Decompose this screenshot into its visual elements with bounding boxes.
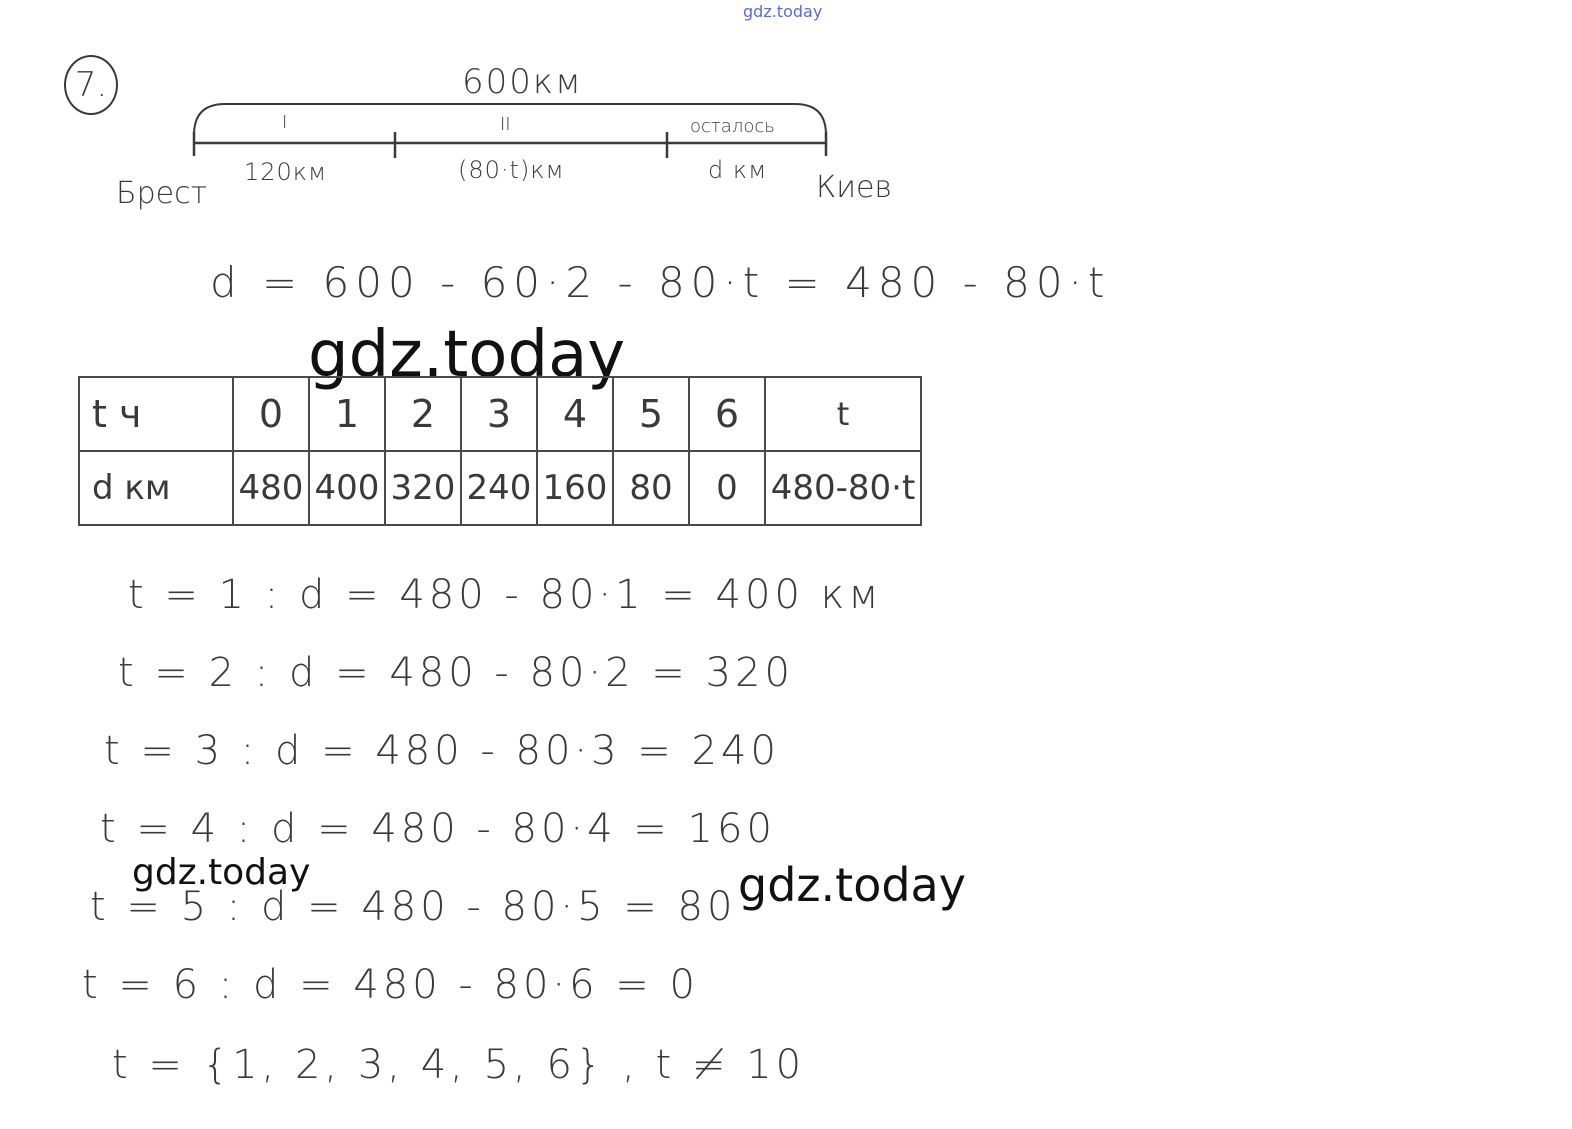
answer-line: t = {1, 2, 3, 4, 5, 6} , t ≠ 10 xyxy=(112,1042,806,1088)
calculation-line: t = 3 : d = 480 - 80·3 = 240 xyxy=(104,728,780,774)
table-row-distance xyxy=(79,451,921,525)
calculation-line: t = 2 : d = 480 - 80·2 = 320 xyxy=(118,650,794,696)
segment-1-length: 120км xyxy=(244,158,328,186)
table-cell: 6 xyxy=(689,377,765,451)
segment-2-length: (80·t)км xyxy=(458,156,565,184)
table-cell: 400 xyxy=(309,451,385,525)
table-cell: 0 xyxy=(233,377,309,451)
problem-number: 7. xyxy=(64,55,118,115)
table-cell: 80 xyxy=(613,451,689,525)
table-cell: 320 xyxy=(385,451,461,525)
table-cell: 480-80·t xyxy=(765,451,921,525)
table-cell: 1 xyxy=(309,377,385,451)
calculation-line: t = 1 : d = 480 - 80·1 = 400 км xyxy=(128,572,883,618)
watermark-top: gdz.today xyxy=(743,2,823,21)
calculation-line: t = 5 : d = 480 - 80·5 = 80 xyxy=(90,884,737,930)
segment-diagram xyxy=(0,0,1572,260)
table-cell: 2 xyxy=(385,377,461,451)
table-cell: 5 xyxy=(613,377,689,451)
distance-formula: d = 600 - 60·2 - 80·t = 480 - 80·t xyxy=(210,258,1111,307)
table-cell: t xyxy=(765,377,921,451)
total-distance-label: 600км xyxy=(462,62,583,102)
start-city: Брест xyxy=(116,176,208,211)
end-city: Киев xyxy=(816,170,893,205)
table-cell: 0 xyxy=(689,451,765,525)
watermark-medium: gdz.today xyxy=(738,858,966,912)
table-header-time: t ч xyxy=(79,377,233,451)
calculation-line: t = 6 : d = 480 - 80·6 = 0 xyxy=(82,962,699,1008)
table-header-distance: d км xyxy=(79,451,233,525)
watermark-large: gdz.today xyxy=(308,318,626,392)
table-cell: 160 xyxy=(537,451,613,525)
segment-1-label: I xyxy=(282,112,288,133)
table-cell: 240 xyxy=(461,451,537,525)
table-cell: 480 xyxy=(233,451,309,525)
watermark-small: gdz.today xyxy=(132,852,311,893)
calculation-line: t = 4 : d = 480 - 80·4 = 160 xyxy=(100,806,776,852)
table-row-time xyxy=(79,377,921,451)
segment-3-length: d км xyxy=(708,156,768,184)
table-cell: 3 xyxy=(461,377,537,451)
segment-2-label: II xyxy=(500,114,511,135)
table-cell: 4 xyxy=(537,377,613,451)
data-table xyxy=(78,376,922,526)
segment-3-label: осталось xyxy=(690,116,775,137)
